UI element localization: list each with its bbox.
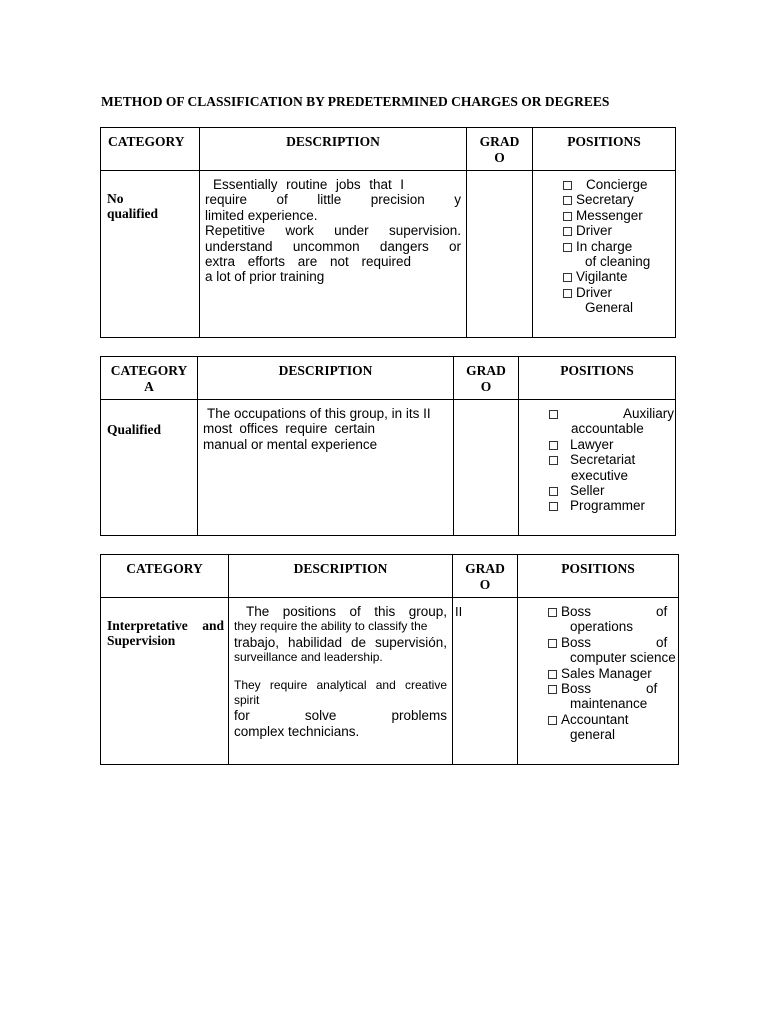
table-header-row [101, 128, 676, 171]
list-item: Programmer [549, 498, 675, 513]
list-item: In charge [563, 239, 675, 254]
checkbox-bullet-icon [548, 639, 557, 648]
category-cell: No qualified [101, 171, 200, 338]
list-item: Messenger [563, 208, 675, 223]
document-title: METHOD OF CLASSIFICATION BY PREDETERMINED CHARGES OR DEGREES [101, 94, 610, 109]
checkbox-bullet-icon [563, 289, 572, 298]
classification-table-3 [100, 554, 679, 765]
checkbox-bullet-icon [548, 670, 557, 679]
list-item: Lawyer [549, 437, 675, 452]
classification-table-2 [100, 356, 676, 536]
table-header-row [101, 555, 679, 598]
category-cell: Qualified [101, 400, 198, 536]
header-category: CATEGORY [101, 555, 229, 598]
header-grade: GRAD O [467, 128, 533, 171]
checkbox-bullet-icon [549, 410, 558, 419]
list-item: Boss of [548, 635, 678, 650]
header-positions: POSITIONS [533, 128, 676, 171]
list-item: Concierge [563, 177, 675, 192]
list-item: Accountant [548, 712, 678, 727]
grade-cell [454, 400, 519, 536]
grade-cell [467, 171, 533, 338]
header-description: DESCRIPTION [229, 555, 453, 598]
checkbox-bullet-icon [548, 608, 557, 617]
checkbox-bullet-icon [548, 685, 557, 694]
checkbox-bullet-icon [549, 441, 558, 450]
checkbox-bullet-icon [563, 227, 572, 236]
checkbox-bullet-icon [563, 181, 572, 190]
description-cell: The positions of this group, they require the ability to classify the trabajo, habilidad de supervisión, surveillance and leadership. They require analytical and creative spirit for solve problems complex technicians. [229, 598, 453, 765]
header-category: CATEGORY [101, 128, 200, 171]
header-description: DESCRIPTION [200, 128, 467, 171]
category-cell: Interpretative and Supervision [101, 598, 229, 765]
checkbox-bullet-icon [563, 243, 572, 252]
classification-table-1 [100, 127, 676, 338]
list-item: Boss of [548, 604, 678, 619]
list-item: Vigilante [563, 269, 675, 284]
table-row [101, 598, 679, 765]
header-positions: POSITIONS [519, 357, 676, 400]
list-item: Seller [549, 483, 675, 498]
grade-cell: II [453, 598, 518, 765]
header-category: CATEGORY A [101, 357, 198, 400]
table-header-row [101, 357, 676, 400]
description-cell: Essentially routine jobs that I require of little precision y limited experience. Repetitive work under supervision. understand uncommon dangers or extra efforts are not required a lot of prior training [200, 171, 467, 338]
positions-cell: Auxiliary accountable Lawyer Secretariat executive Seller Programmer [519, 400, 676, 536]
checkbox-bullet-icon [563, 273, 572, 282]
table-row [101, 171, 676, 338]
header-positions: POSITIONS [518, 555, 679, 598]
checkbox-bullet-icon [563, 212, 572, 221]
list-item: Secretariat [549, 452, 675, 467]
checkbox-bullet-icon [563, 196, 572, 205]
list-item: Driver [563, 223, 675, 238]
header-grade: GRAD O [453, 555, 518, 598]
checkbox-bullet-icon [549, 502, 558, 511]
list-item: Auxiliary [549, 406, 675, 421]
header-grade: GRAD O [454, 357, 519, 400]
header-description: DESCRIPTION [198, 357, 454, 400]
checkbox-bullet-icon [548, 716, 557, 725]
list-item: Sales Manager [548, 666, 678, 681]
description-cell: The occupations of this group, in its II most offices require certain manual or mental experience [198, 400, 454, 536]
positions-cell: Concierge Secretary Messenger Driver In charge of cleaning Vigilante Driver General [533, 171, 676, 338]
checkbox-bullet-icon [549, 487, 558, 496]
positions-cell: Boss of operations Boss of computer science Sales Manager Boss of maintenance Accountant general [518, 598, 679, 765]
list-item: Driver [563, 285, 675, 300]
list-item: Secretary [563, 192, 675, 207]
checkbox-bullet-icon [549, 456, 558, 465]
list-item: Boss of [548, 681, 678, 696]
table-row [101, 400, 676, 536]
